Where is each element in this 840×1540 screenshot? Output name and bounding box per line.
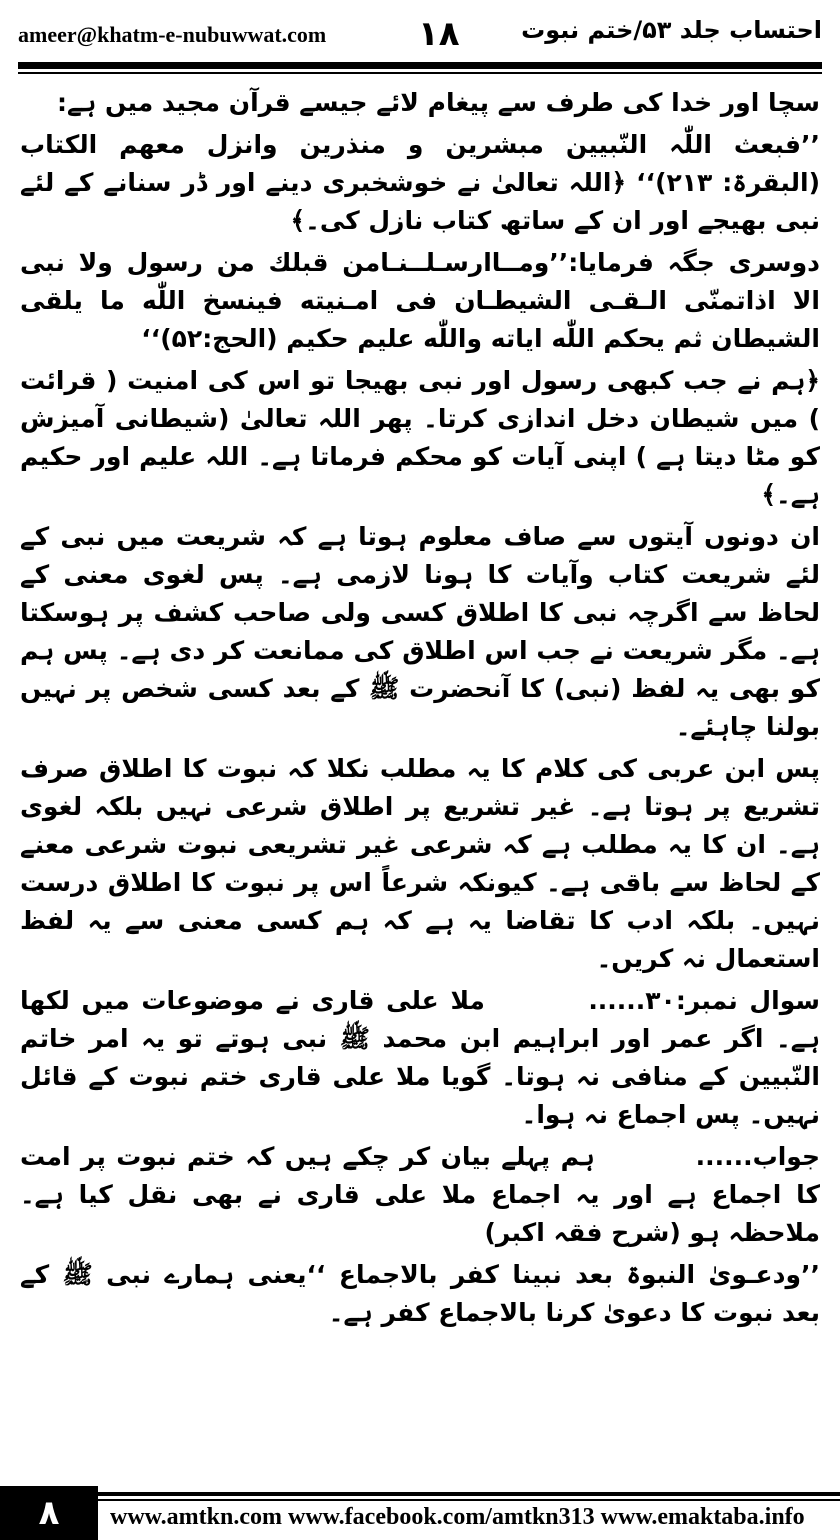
paragraph-quran-baqarah: ’’فبعث اللّٰہ النّبیین مبشرین و منذرین وانزل معھم الکتاب (البقرۃ: ۲۱۳)‘‘ ﴿اللہ تعالیٰ نے خوشخبری دینے اور ڈر سنانے کے لئے نبی بھیجے اور ان کے ساتھ کتاب نازل کی۔﴾ <box>20 130 820 235</box>
page-footer <box>0 1486 840 1540</box>
footer-rule-thin <box>98 1499 840 1501</box>
header-email: ameer@khatm-e-nubuwwat.com <box>18 22 327 47</box>
header-rule-thin <box>18 72 822 74</box>
header-rule-thick <box>18 62 822 69</box>
paragraph-intro: سچا اور خدا کی طرف سے پیغام لائے جیسے قرآن مجید میں ہے: <box>57 88 820 117</box>
footer-rule-thick <box>98 1492 840 1496</box>
answer-label: جواب...... <box>695 1142 820 1171</box>
question-label: سوال نمبر:۳۰...... <box>588 986 820 1015</box>
question-paragraph <box>20 982 820 1134</box>
footer-page-number: ٨ <box>0 1486 98 1540</box>
paragraph-ibn-arabi: پس ابن عربی کی کلام کا یہ مطلب نکلا کہ نبوت کا اطلاق صرف تشریع پر ہوتا ہے۔ غیر تشریع پر اطلاق شرعی نہیں بلکہ لغوی ہے۔ ان کا یہ مطلب ہے کہ شرعی غیر تشریعی نبوت شرعی معنے کے لحاظ سے باقی ہے۔ کیونکہ شرعاً اس پر نبوت کا اطلاق درست نہیں۔ بلکہ ادب کا تقاضا یہ ہے کہ ہم کسی معنی سے یہ لفظ استعمال نہ کریں۔ <box>20 754 820 973</box>
running-title: احتساب جلد ۵۳/ختم نبوت <box>521 16 822 44</box>
header-page-number: ١٨ <box>418 14 460 54</box>
footer-links[interactable]: www.amtkn.com www.facebook.com/amtkn313 www.emaktaba.info <box>110 1504 805 1530</box>
answer-text: ہم پہلے بیان کر چکے ہیں کہ ختم نبوت پر امت کا اجماع ہے اور یہ اجماع ملا علی قاری نے بھی نقل کیا ہے۔ ملاحظہ ہو (شرح فقہ اکبر) <box>20 1142 820 1247</box>
paragraph-translation-hajj: ﴿ہم نے جب کبھی رسول اور نبی بھیجا تو اس کی امنیت ( قرائت ) میں شیطان دخل اندازی کرتا۔ پھر اللہ تعالیٰ (شیطانی آمیزش کو مٹا دیتا ہے ) اپنی آیات کو محکم فرماتا ہے۔ اللہ علیم اور حکیم ہے۔﴾ <box>20 366 820 509</box>
answer-paragraph <box>20 1138 820 1252</box>
question-text: ملا علی قاری نے موضوعات میں لکھا ہے۔ اگر عمر اور ابراہیم ابن محمد ﷺ نبی ہوتے تو یہ امر خاتم النّبیین کے منافی نہ ہوتا۔ گویا ملا علی قاری ختم نبوت کے قائل نہیں۔ پس اجماع نہ ہوا۔ <box>20 986 820 1129</box>
paragraph-quran-hajj: دوسری جگہ فرمایا:’’ومــاارسـلــنـامن قبلك من رسول ولا نبی الا اذاتمنّی الـقـی الشیطـان فی امـنیته فینسخ اللّٰه ما یلقی الشیطان ثم یحکم اللّٰه ایاته واللّٰه علیم حکیم (الحج:۵۲)‘‘ <box>20 248 820 353</box>
paragraph-shariah: ان دونوں آیتوں سے صاف معلوم ہوتا ہے کہ شریعت میں نبی کے لئے شریعت کتاب وآیات کا ہونا لازمی ہے۔ پس لغوی معنی کے لحاظ سے اگرچہ نبی کا اطلاق کسی ولی صاحب کشف پر ہوسکتا ہے۔ مگر شریعت نے جب اس اطلاق کی ممانعت کر دی ہے۔ پس ہم کو بھی یہ لفظ (نبی) کا آنحضرت ﷺ کے بعد کسی شخص پر نہیں بولنا چاہئے۔ <box>20 522 820 741</box>
page-body <box>20 84 820 1474</box>
page-header <box>18 0 822 60</box>
paragraph-final-quote: ’’ودعـویٰ النبوۃ بعد نبینا کفر بالاجماع ‘‘یعنی ہمارے نبی ﷺ کے بعد نبوت کا دعویٰ کرنا بالاجماع کفر ہے۔ <box>20 1260 820 1327</box>
